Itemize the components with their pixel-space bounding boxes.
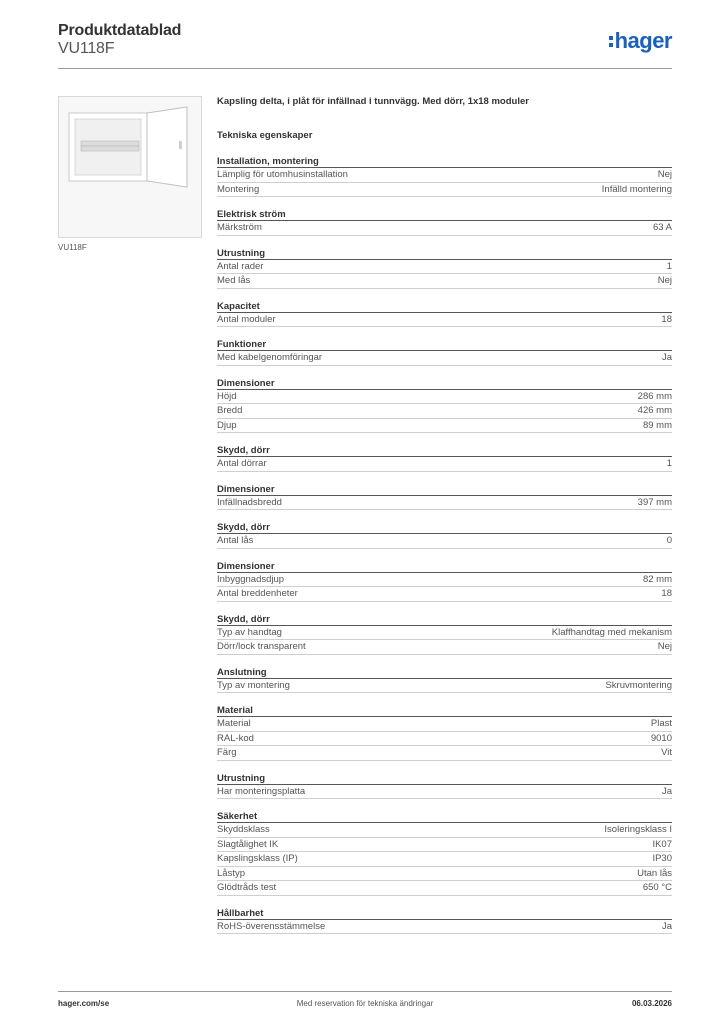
spec-value: 426 mm — [637, 405, 672, 416]
spec-value: Skruvmontering — [605, 679, 672, 691]
spec-section — [217, 560, 672, 602]
spec-value: 397 mm — [637, 496, 672, 508]
spec-row — [217, 717, 672, 732]
spec-section — [217, 907, 672, 935]
spec-section — [217, 155, 672, 197]
spec-row — [217, 920, 672, 935]
spec-value: 63 A — [652, 222, 672, 233]
section-title: Utrustning — [217, 772, 672, 785]
spec-label: Antal dörrar — [217, 458, 267, 469]
spec-row — [217, 496, 672, 511]
spec-label: Dörr/lock transparent — [217, 641, 306, 652]
spec-row — [217, 457, 672, 472]
section-title: Installation, montering — [217, 155, 672, 168]
spec-row — [217, 679, 672, 694]
spec-label: RAL-kod — [217, 732, 254, 744]
section-title: Skydd, dörr — [217, 613, 672, 626]
product-code: VU118F — [58, 40, 115, 57]
section-title: Anslutning — [217, 666, 672, 679]
product-image — [58, 96, 202, 238]
spec-label: Låstyp — [217, 867, 245, 879]
spec-value: Ja — [661, 352, 672, 363]
spec-row — [217, 168, 672, 183]
spec-value: IK07 — [652, 838, 672, 850]
spec-label: Antal rader — [217, 260, 264, 272]
header-divider — [58, 68, 672, 69]
spec-label: Antal lås — [217, 535, 254, 546]
spec-row — [217, 867, 672, 882]
spec-value: 18 — [661, 588, 672, 599]
spec-row — [217, 626, 672, 641]
spec-value: 286 mm — [637, 390, 672, 402]
section-title: Dimensioner — [217, 560, 672, 573]
footer-website: hager.com/se — [58, 999, 110, 1008]
spec-label: Djup — [217, 419, 237, 431]
spec-section — [217, 810, 672, 896]
section-title: Funktioner — [217, 338, 672, 351]
section-title: Dimensioner — [217, 377, 672, 390]
spec-value: Ja — [661, 785, 672, 797]
section-title: Utrustning — [217, 247, 672, 260]
spec-row — [217, 419, 672, 434]
spec-value: Ja — [661, 920, 672, 932]
spec-row — [217, 351, 672, 366]
spec-value: Nej — [657, 275, 672, 286]
section-title: Skydd, dörr — [217, 521, 672, 534]
spec-row — [217, 823, 672, 838]
spec-label: Med lås — [217, 275, 251, 286]
section-title: Dimensioner — [217, 483, 672, 496]
document-title: Produktdatablad — [58, 22, 182, 39]
spec-sections — [217, 155, 672, 934]
spec-label: Färg — [217, 747, 237, 758]
spec-value: Klaffhandtag med mekanism — [551, 626, 672, 638]
spec-value: 1 — [666, 260, 672, 272]
spec-label: Typ av handtag — [217, 626, 282, 638]
spec-label: Med kabelgenomföringar — [217, 352, 323, 363]
spec-row — [217, 313, 672, 328]
spec-value: Nej — [657, 641, 672, 652]
spec-label: Typ av montering — [217, 679, 290, 691]
spec-row — [217, 732, 672, 747]
spec-value: 89 mm — [642, 419, 672, 431]
image-caption: VU118F — [58, 243, 87, 252]
spec-section — [217, 521, 672, 549]
spec-row — [217, 881, 672, 896]
spec-label: Lämplig för utomhusinstallation — [217, 169, 348, 180]
spec-label: Bredd — [217, 405, 243, 416]
section-title: Elektrisk ström — [217, 208, 672, 221]
spec-row — [217, 183, 672, 198]
spec-section — [217, 483, 672, 511]
spec-label: Inbyggnadsdjup — [217, 573, 285, 585]
spec-row — [217, 534, 672, 549]
spec-label: Kapslingsklass (IP) — [217, 853, 298, 864]
spec-label: Material — [217, 718, 251, 729]
spec-label: Antal breddenheter — [217, 588, 298, 599]
spec-row — [217, 404, 672, 419]
spec-label: Har monteringsplatta — [217, 785, 306, 797]
spec-label: Märkström — [217, 222, 262, 233]
spec-section — [217, 613, 672, 655]
section-title: Skydd, dörr — [217, 444, 672, 457]
spec-label: Montering — [217, 183, 260, 195]
spec-label: RoHS-överensstämmelse — [217, 920, 326, 932]
spec-value: Utan lås — [637, 867, 672, 879]
spec-label: Antal moduler — [217, 313, 276, 325]
spec-row — [217, 573, 672, 588]
spec-section — [217, 666, 672, 694]
spec-row — [217, 838, 672, 853]
spec-value: 650 °C — [642, 882, 672, 893]
section-title: Kapacitet — [217, 300, 672, 313]
section-title: Material — [217, 704, 672, 717]
spec-row — [217, 260, 672, 275]
spec-value: Vit — [661, 747, 672, 758]
spec-section — [217, 772, 672, 800]
spec-value: Isoleringsklass I — [604, 824, 672, 835]
spec-value: 18 — [661, 313, 672, 325]
spec-value: 0 — [666, 535, 672, 546]
spec-label: Infällnadsbredd — [217, 496, 282, 508]
spec-value: Nej — [657, 169, 672, 180]
spec-label: Glödtråds test — [217, 882, 277, 893]
spec-label: Höjd — [217, 390, 237, 402]
page-header — [58, 22, 672, 70]
spec-label: Slagtålighet IK — [217, 838, 279, 850]
spec-content — [217, 96, 672, 934]
spec-section — [217, 444, 672, 472]
spec-section — [217, 300, 672, 328]
spec-row — [217, 746, 672, 761]
spec-row — [217, 274, 672, 289]
footer-date: 06.03.2026 — [631, 999, 672, 1008]
logo-dots-icon — [609, 36, 613, 47]
spec-section — [217, 247, 672, 289]
spec-section — [217, 704, 672, 761]
logo-text: hager — [614, 28, 672, 53]
spec-row — [217, 785, 672, 800]
section-title: Säkerhet — [217, 810, 672, 823]
product-headline: Kapsling delta, i plåt för infällnad i tunnvägg. Med dörr, 1x18 moduler — [217, 96, 529, 107]
spec-value: Plast — [650, 718, 672, 729]
spec-section — [217, 377, 672, 434]
spec-value: IP30 — [652, 853, 672, 864]
spec-value: 1 — [666, 458, 672, 469]
spec-label: Skyddsklass — [217, 824, 270, 835]
spec-row — [217, 852, 672, 867]
hager-logo — [609, 28, 672, 54]
spec-section — [217, 208, 672, 236]
spec-row — [217, 640, 672, 655]
footer-disclaimer: Med reservation för tekniska ändringar — [296, 999, 434, 1008]
section-title: Hållbarhet — [217, 907, 672, 920]
spec-row — [217, 221, 672, 236]
footer-divider — [58, 991, 672, 992]
spec-row — [217, 587, 672, 602]
technical-properties-heading: Tekniska egenskaper — [217, 130, 313, 141]
spec-section — [217, 338, 672, 366]
spec-value: 9010 — [650, 732, 672, 744]
spec-value: Infälld montering — [601, 183, 672, 195]
spec-value: 82 mm — [642, 573, 672, 585]
spec-row — [217, 390, 672, 405]
